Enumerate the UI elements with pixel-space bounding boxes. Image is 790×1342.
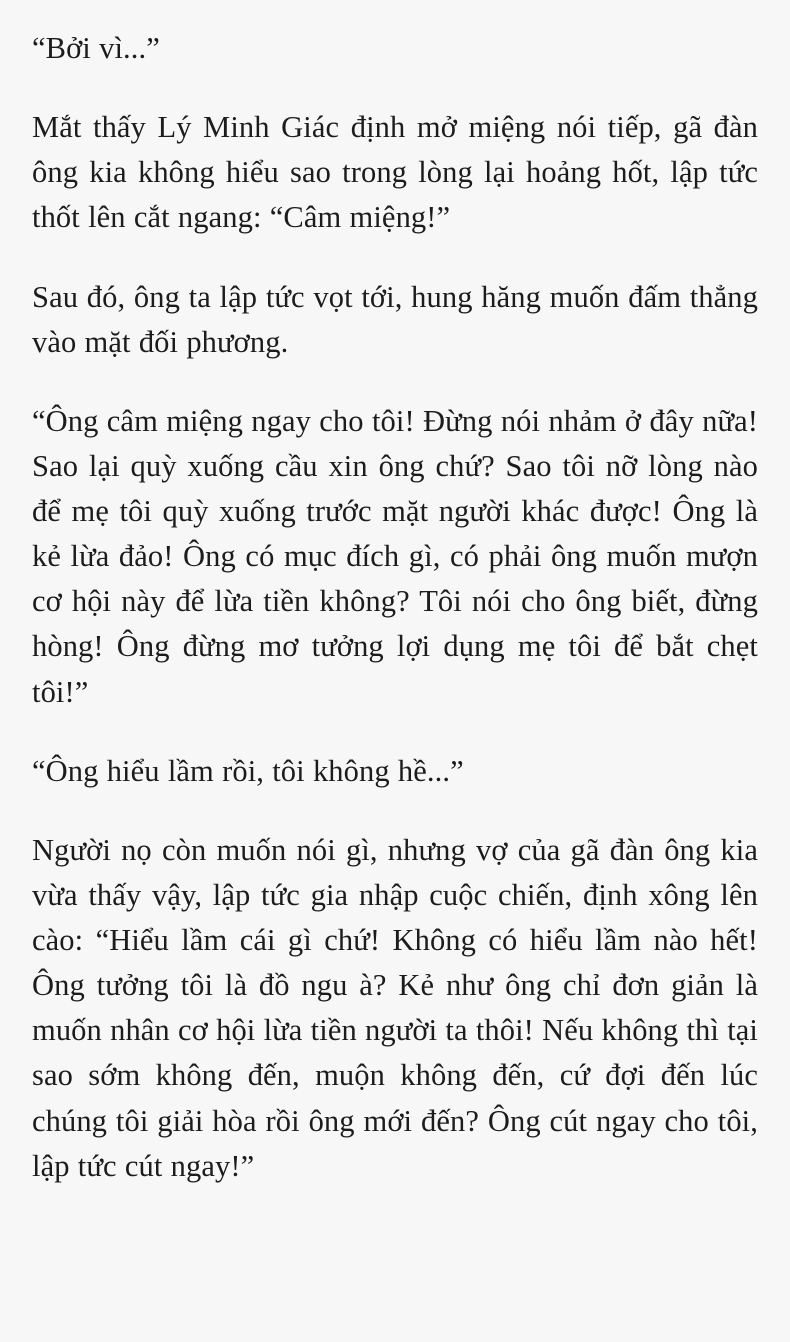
paragraph: “Bởi vì...” — [32, 31, 160, 65]
paragraph: “Ông câm miệng ngay cho tôi! Đừng nói nhảm ở đây nữa! Sao lại quỳ xuống cầu xin ông chứ? Sao tôi nỡ lòng nào để mẹ tôi quỳ xuống trước mặt người khác được! Ông là kẻ lừa đảo! Ông có mục đích gì, có phải ông muốn mượn cơ hội này để lừa tiền không? Tôi nói cho ông biết, đừng hòng! Ông đừng mơ tưởng lợi dụng mẹ tôi để bắt chẹt tôi!” — [32, 403, 758, 709]
paragraph: Người nọ còn muốn nói gì, nhưng vợ của gã đàn ông kia vừa thấy vậy, lập tức gia nhập cuộc chiến, định xông lên cào: “Hiểu lầm cái gì chứ! Không có hiểu lầm nào hết! Ông tưởng tôi là đồ ngu à? Kẻ như ông chỉ đơn giản là muốn nhân cơ hội lừa tiền người ta thôi! Nếu không thì tại sao sớm không đến, muộn không đến, cứ đợi đến lúc chúng tôi giải hòa rồi ông mới đến? Ông cút ngay cho tôi, lập tức cút ngay!” — [32, 832, 758, 1183]
paragraph: “Ông hiểu lầm rồi, tôi không hề...” — [32, 753, 464, 788]
paragraph: Mắt thấy Lý Minh Giác định mở miệng nói tiếp, gã đàn ông kia không hiểu sao trong lòng lại hoảng hốt, lập tức thốt lên cắt ngang: “Câm miệng!” — [32, 110, 758, 235]
paragraph: Sau đó, ông ta lập tức vọt tới, hung hăng muốn đấm thẳng vào mặt đối phương. — [32, 279, 758, 359]
